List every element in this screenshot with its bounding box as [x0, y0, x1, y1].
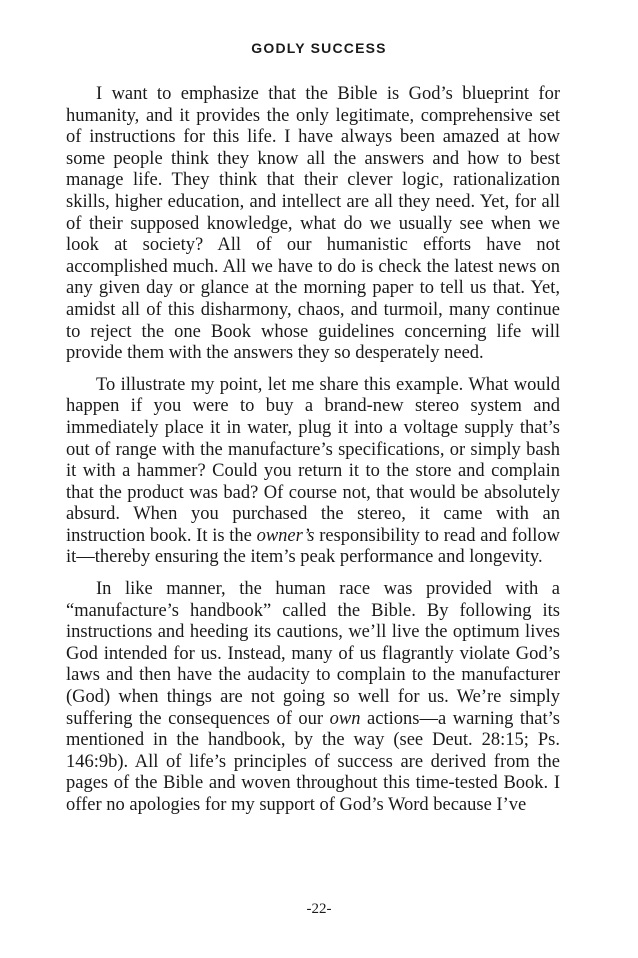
emphasis-own: own [329, 708, 361, 729]
text-segment: I want to emphasize that the Bible is God’s blueprint for humanity, and it provides the only legitimate, comprehensive set of instructions for this life. I have always been amazed at how some people think they know all the answers and how to best manage life. They think that their clever logic, rationalization skills, higher education, and intellect are all they need. Yet, for all of their supposed knowledge, what do we usually see when we look at society? All of our humanistic efforts have not accomplished much. All we have to do is check the latest news on any given day or glance at the morning paper to tell us that. Yet, amidst all of this disharmony, chaos, and turmoil, many continue to reject the one Book whose guidelines concerning life will provide them with the answers they so desperately need. [66, 84, 560, 364]
text-segment: actions—a warning that’s mentioned in the handbook, by the way (see Deut. 28:15; Ps. 146:9b). All of life’s principles of success are derived from the pages of the Bible and woven throughout this time-tested Book. I offer no apologies for my support of God’s Word because I’ve [66, 708, 560, 815]
text-segment: responsibility to read and follow it—thereby ensuring the item’s peak performance and longevity. [66, 525, 560, 568]
page-number: -22- [306, 901, 332, 917]
running-head: GODLY SUCCESS [251, 40, 387, 56]
body-text [66, 84, 560, 817]
paragraph-3 [66, 579, 560, 817]
paragraph-1 [66, 84, 560, 365]
paragraph-2 [66, 375, 560, 569]
text-segment: To illustrate my point, let me share this example. What would happen if you were to buy a brand-new stereo system and immediately place it in water, plug it into a voltage supply that’s out of range with the manufacture’s specifications, or simply bash it with a hammer? Could you return it to the store and complain that the product was bad? Of course not, that would be absolutely absurd. When you purchased the stereo, it came with an instruction book. It is the [66, 374, 560, 546]
text-segment: In like manner, the human race was provided with a “manufacture’s handbook” called the Bible. By following its instructions and heeding its cautions, we’ll live the optimum lives God intended for us. Instead, many of us flagrantly violate God’s laws and then have the audacity to complain to the manufacturer (God) when things are not going so well for us. We’re simply suffering the consequences of our [66, 579, 560, 729]
emphasis-owners: owner’s [256, 525, 315, 546]
